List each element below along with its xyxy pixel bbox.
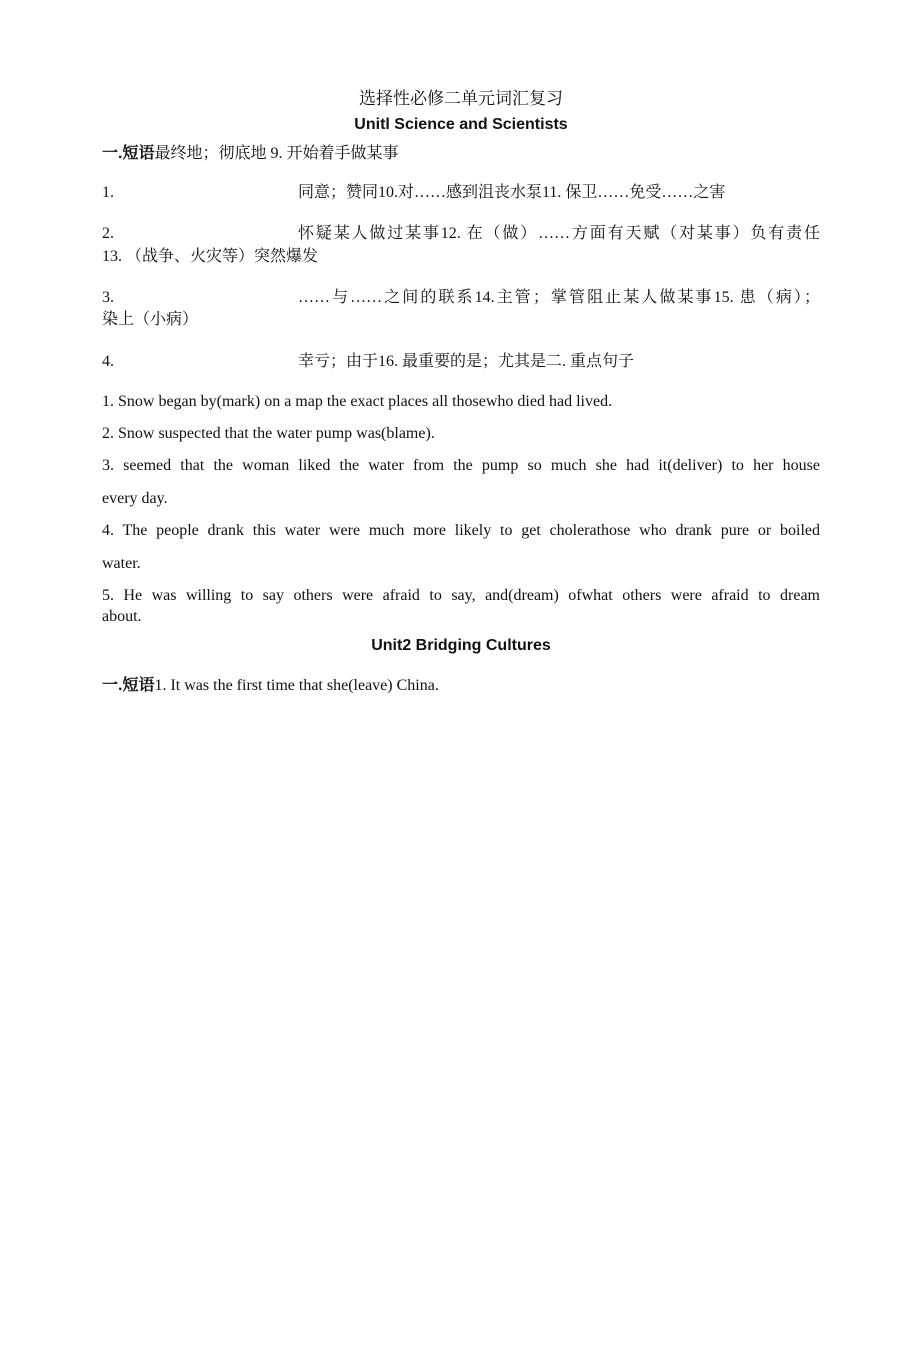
phrases-label: 短语	[122, 677, 155, 694]
sentence-continuation: water.	[102, 555, 141, 572]
phrase-text: 同意；赞同10.对……感到沮丧水泵11. 保卫……免受……之害	[298, 184, 726, 201]
phrase-continuation: 染上（小病）	[102, 311, 199, 328]
unit1-heading: Unitl Science and Scientists	[354, 116, 568, 133]
unit1-phrases-line	[102, 144, 820, 164]
phrase-item	[102, 224, 820, 244]
section-prefix: 一.	[102, 145, 123, 162]
phrase-text: 怀疑某人做过某事12. 在（做）……方面有天赋（对某事）负有责任	[298, 225, 820, 242]
phrases-label: 短语	[122, 145, 155, 162]
sentence-continuation: about.	[102, 608, 142, 625]
sentence: 5. He was willing to say others were afraid to say, and(dream) ofwhat others were afraid to dream	[102, 587, 820, 604]
section-prefix: 一.	[102, 677, 123, 694]
sentence: 4. The people drank this water were much more likely to get cholerathose who drank pure or boiled	[102, 522, 820, 539]
page-title: 选择性必修二单元词汇复习	[359, 89, 563, 108]
phrase-number: 4.	[102, 353, 114, 370]
unit2-heading: Unit2 Bridging Cultures	[371, 637, 551, 654]
sentence: 2. Snow suspected that the water pump was(blame).	[102, 425, 435, 442]
phrase-text: 最终地；彻底地 9. 开始着手做某事	[154, 145, 399, 162]
sentence: 1. Snow began by(mark) on a map the exact places all thosewho died had lived.	[102, 393, 613, 410]
phrase-number: 1.	[102, 184, 114, 201]
sentence: 3. seemed that the woman liked the water from the pump so much she had it(deliver) to her house	[102, 457, 820, 474]
phrase-item	[102, 183, 820, 203]
phrase-number: 2.	[102, 225, 114, 242]
phrase-number: 3.	[102, 289, 114, 306]
sentence-continuation: every day.	[102, 490, 168, 507]
phrase-text: 幸亏；由于16. 最重要的是；尤其是二. 重点句子	[298, 353, 635, 370]
phrase-item	[102, 288, 820, 308]
phrase-continuation: 13. （战争、火灾等）突然爆发	[102, 248, 319, 265]
phrase-text: 1. It was the first time that she(leave) China.	[154, 677, 439, 694]
phrase-text: ……与……之间的联系14.主管；掌管阻止某人做某事15. 患（病）；	[298, 289, 820, 306]
phrase-item	[102, 352, 820, 372]
unit2-phrases-line	[102, 676, 820, 696]
